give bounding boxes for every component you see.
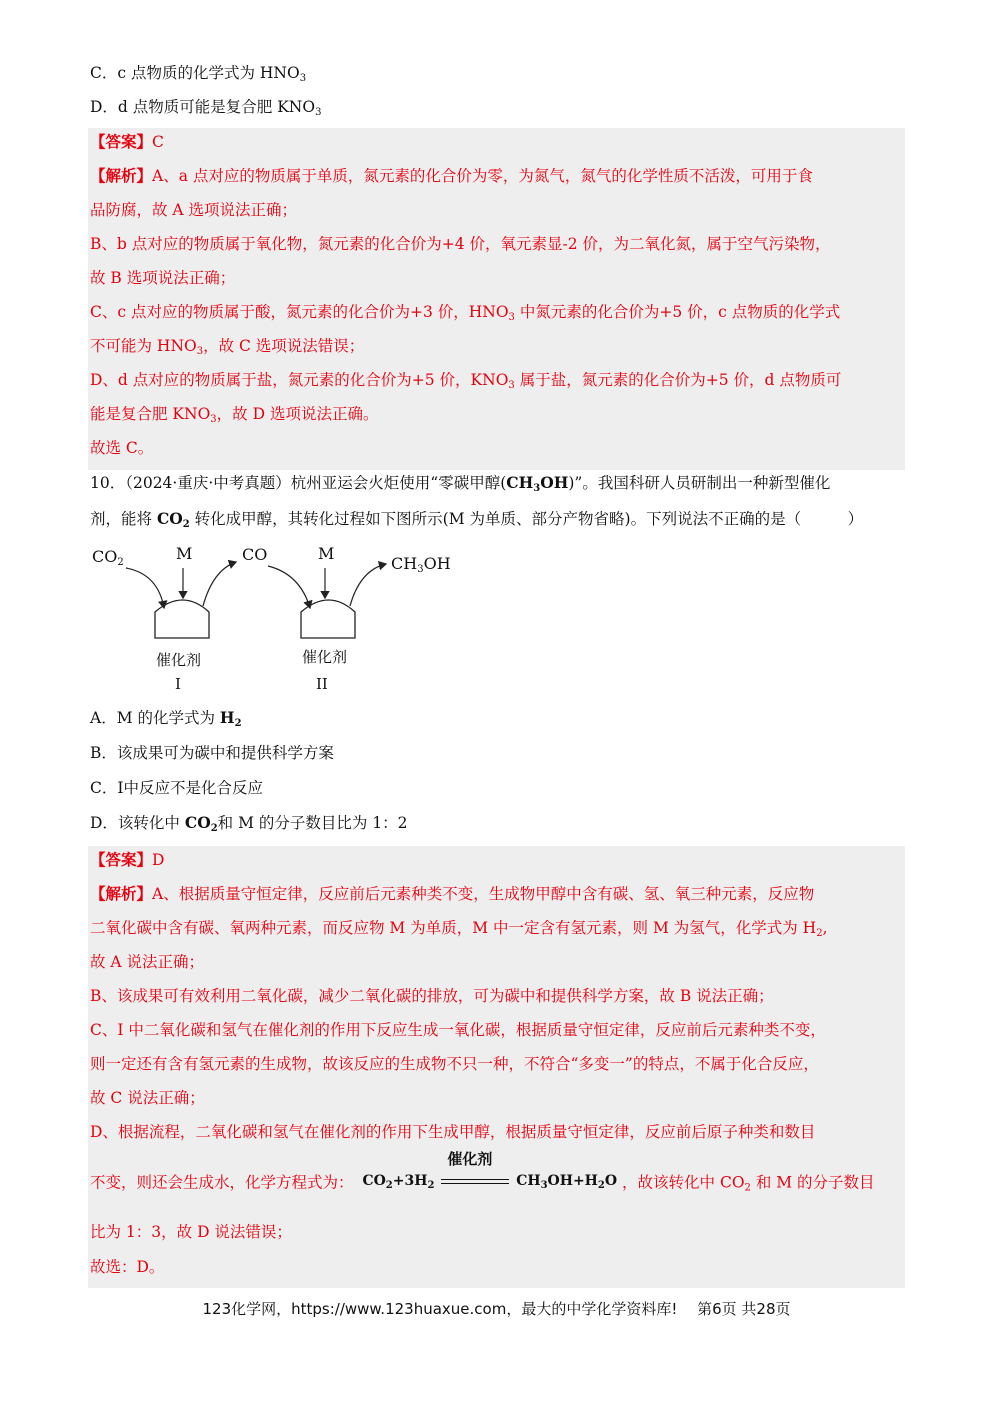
arrow-co-in — [268, 566, 310, 608]
q10-option-b: B．该成果可为碳中和提供科学方案 — [90, 744, 334, 762]
q9-option-c: C．c 点物质的化学式为 $HNO_3$ — [90, 64, 307, 84]
page-footer: 123化学网，https://www.123huaxue.com，最大的中学化学资料库! 第6页 共28页 — [202, 1300, 791, 1318]
q10-option-a: A．M 的化学式为 $H_2$ — [90, 708, 242, 729]
q10-stem-line2: 剂，能将 $CO_2$ 转化成甲醇，其转化过程如下图所示(M 为单质、部分产物省略)。下列说法不正确的是（ ） — [90, 509, 864, 530]
label-ii: II — [316, 675, 328, 693]
q10-stem-line1: 10．（2024·重庆·中考真题）杭州亚运会火炬使用“零碳甲醇$(CH_3OH)$”。我国科研人员研制出一种新型催化 — [90, 473, 831, 494]
q10-conclusion: 故选：D。 — [90, 1258, 165, 1276]
q10-analysis-d2: 不变，则还会生成水，化学方程式为： $CO_2+3H_2$ 催化剂 $CH_3OH+H_2O$ ，故该转化中 $CO_2$ 和 M 的分子数目 — [90, 1170, 875, 1200]
q9-analysis-d1: D、d 点对应的物质属于盐，氮元素的化合价为+5 价，$KNO_3$ 属于盐，氮元素的化合价为+5 价，d 点物质可 — [90, 371, 842, 391]
equation-arrow: 催化剂 — [439, 1170, 511, 1192]
q9-analysis-b1: B、b 点对应的物质属于氧化物，氮元素的化合价为+4 价，氧元素显-2 价，为二氧化氮，属于空气污染物， — [90, 235, 831, 253]
label-i: I — [175, 675, 181, 693]
label-ch3oh: $CH_3OH$ — [391, 554, 451, 575]
q9-answer: 【答案】C — [90, 132, 164, 151]
q9-analysis-d2: 能是复合肥 $KNO_3$，故 D 选项说法正确。 — [90, 405, 379, 425]
q10-analysis-c2: 则一定还有含有氢元素的生成物，故该反应的生成物不只一种，不符合“多变一”的特点，不属于化合反应， — [90, 1055, 819, 1073]
q9-analysis-c1: C、c 点对应的物质属于酸，氮元素的化合价为+3 价，$HNO_3$ 中氮元素的化合价为+5 价，c 点物质的化学式 — [90, 303, 841, 323]
q10-analysis-a1: 【解析】A、根据质量守恒定律，反应前后元素种类不变，生成物甲醇中含有碳、氢、氧三种元素，反应物 — [90, 884, 815, 903]
label-m2: M — [318, 544, 335, 563]
q9-option-d: D．d 点物质可能是复合肥 $KNO_3$ — [90, 98, 322, 118]
q9-conclusion: 故选 C。 — [90, 439, 154, 457]
q10-analysis-c3: 故 C 说法正确； — [90, 1089, 205, 1107]
arrow-co — [203, 562, 236, 606]
q10-answer: 【答案】D — [90, 850, 165, 869]
q10-option-d: D．该转化中 $CO_2$和 M 的分子数目比为 1：2 — [90, 813, 408, 834]
q9-analysis-a1: 【解析】A、a 点对应的物质属于单质，氮元素的化合价为零，为氮气，氮气的化学性质不活泼，可用于食 — [90, 166, 813, 185]
q10-option-c: C．I中反应不是化合反应 — [90, 779, 263, 797]
q9-analysis-c2: 不可能为 $HNO_3$，故 C 选项说法错误； — [90, 337, 365, 357]
q10-analysis-d3: 比为 1：3，故 D 说法错误； — [90, 1223, 292, 1241]
q10-analysis-d1: D、根据流程，二氧化碳和氢气在催化剂的作用下生成甲醇，根据质量守恒定律，反应前后原子种类和数目 — [90, 1123, 816, 1141]
label-m1: M — [176, 544, 193, 563]
arrow-ch3oh — [350, 564, 386, 606]
label-co2: $CO_2$ — [92, 547, 124, 568]
catalyst-2-label: 催化剂 — [302, 648, 348, 666]
catalyst-1-label: 催化剂 — [156, 651, 202, 669]
label-co: CO — [242, 545, 268, 564]
q10-analysis-b1: B、该成果可有效利用二氧化碳，减少二氧化碳的排放，可为碳中和提供科学方案，故 B 说法正确； — [90, 987, 774, 1005]
q10-analysis-c1: C、I 中二氧化碳和氢气在催化剂的作用下反应生成一氧化碳，根据质量守恒定律，反应前后元素种类不变， — [90, 1021, 826, 1039]
catalysis-diagram — [88, 540, 468, 704]
q9-analysis-b2: 故 B 选项说法正确； — [90, 269, 236, 287]
q9-analysis-a2: 品防腐，故 A 选项说法正确； — [90, 201, 298, 219]
q10-analysis-a2: 二氧化碳中含有碳、氧两种元素，而反应物 M 为单质，M 中一定含有氢元素，则 M 为氢气，化学式为 $H_2$, — [90, 919, 828, 939]
arrow-co2 — [126, 568, 164, 608]
chemical-equation: $CO_2+3H_2$ 催化剂 $CH_3OH+H_2O$ — [362, 1150, 618, 1191]
q10-analysis-a3: 故 A 说法正确； — [90, 953, 205, 971]
